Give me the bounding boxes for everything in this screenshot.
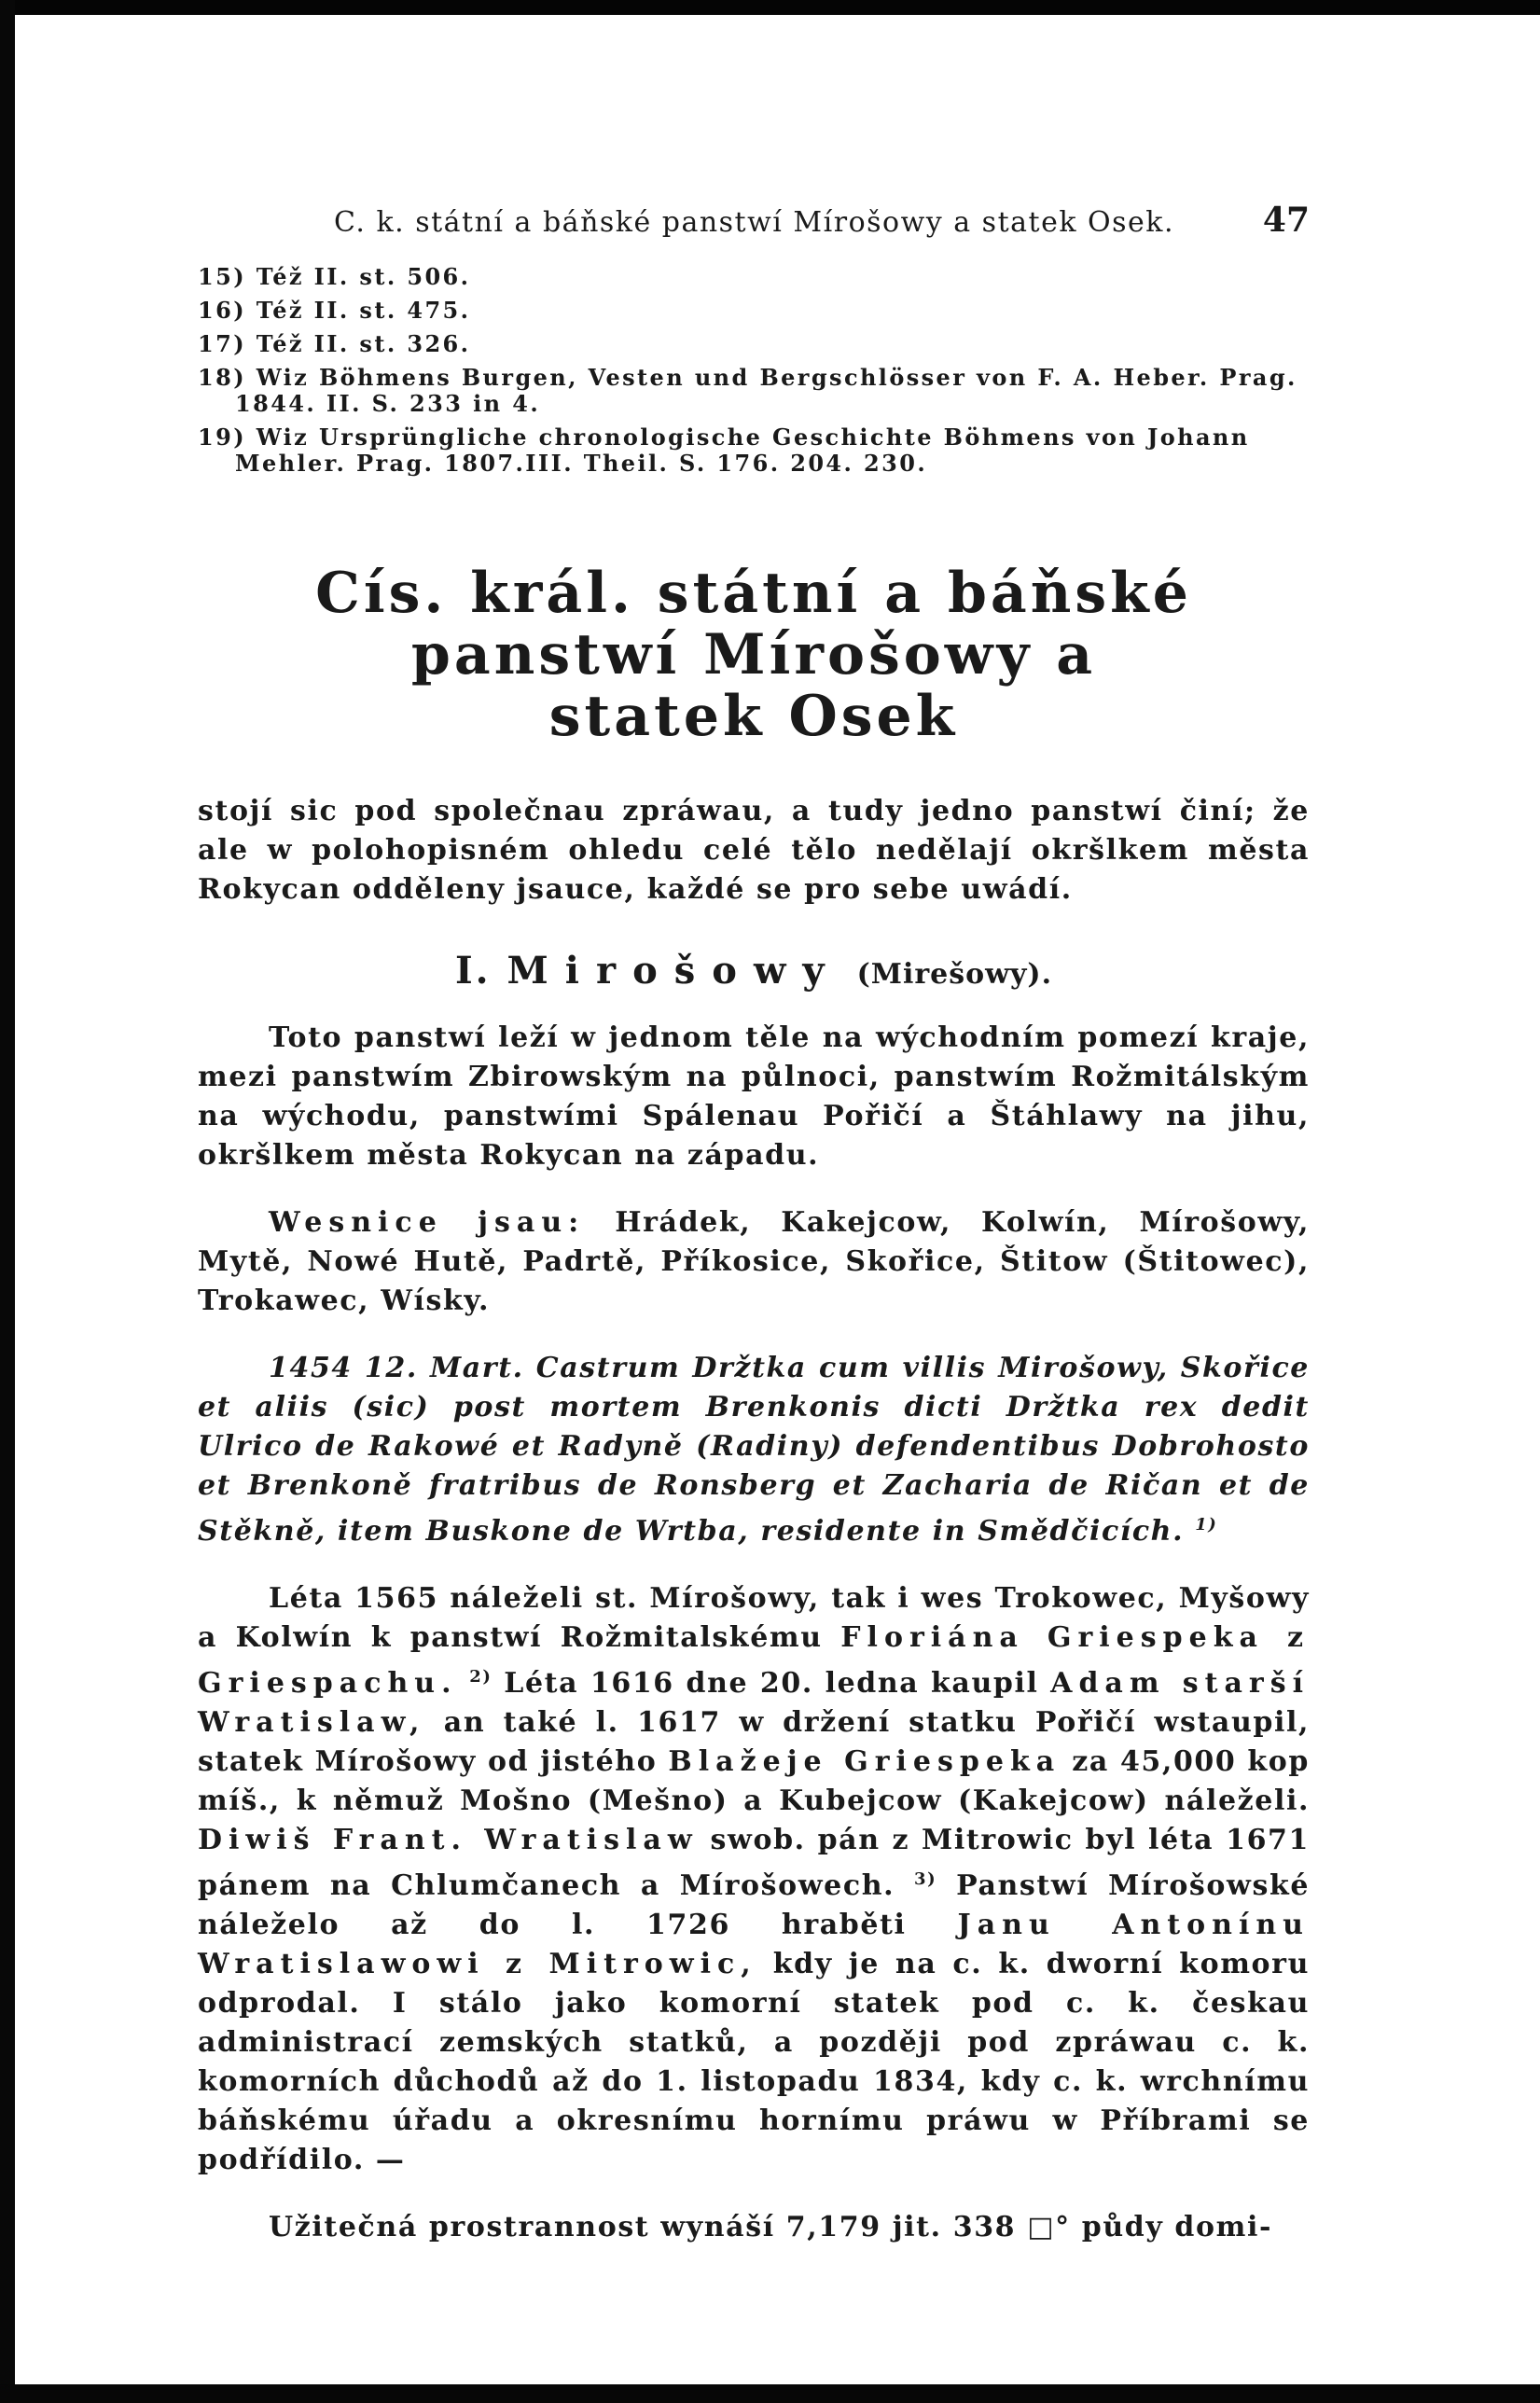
- running-header: [198, 201, 1310, 240]
- person-name: Blažeje Griespeka: [668, 1745, 1061, 1778]
- running-title: C. k. státní a báňské panstwí Mírošowy a statek Osek.: [334, 206, 1174, 239]
- footnotes: [198, 264, 1310, 477]
- subsection-name: Mirošowy: [506, 949, 841, 993]
- footnote: 18) Wiz Böhmens Burgen, Vesten und Bergschlösser von F. A. Heber. Prag. 1844. II. S. 233 in 4.: [198, 364, 1297, 417]
- charter-text: Castrum Držtka cum villis Mirošowy, Skořice et aliis (sic) post mortem Brenkonis dicti Držtka rex dedit Ulrico de Rakowé et Radyně (Radiny) defendentibus Dobrohosto et Brenkoně fratribus de Ronsberg et Zacharia de Ričan et de Stěkně, item Buskone de Wrtba, residente in Smědčicích.: [198, 1352, 1310, 1548]
- villages-lead: Wesnice jsau:: [269, 1206, 586, 1239]
- history-text: swob. pán z Mitrowic byl léta 1671 pánem na Chlumčanech a Mírošowech.: [198, 1824, 1310, 1902]
- history-text: Léta 1565 náleželi st. Mírošowy, tak i wes Trokowec, Myšowy a Kolwín k panstwí Rožmitalskému: [198, 1582, 1310, 1654]
- footnote: 16) Též II. st. 475.: [198, 297, 471, 324]
- history-text: an také l. 1617 w držení statku Pořičí wstaupil, statek Mírošowy od jistého: [198, 1706, 1310, 1778]
- page-number: 47: [1262, 201, 1310, 240]
- history-text: Léta 1616 dne 20. ledna kaupil: [492, 1667, 1051, 1700]
- subsection-alt-name: (Mirešowy).: [856, 958, 1053, 991]
- person-name: Adam starší Wratislaw,: [198, 1667, 1311, 1739]
- paragraph-history: [198, 1579, 1310, 2180]
- paragraph-area: Užitečná prostrannost wynáší 7,179 jit. 338 □° půdy domi-: [269, 2211, 1272, 2243]
- person-name: Floriána Griespeka z Griespachu.: [198, 1621, 1310, 1700]
- subsection-heading: [198, 949, 1310, 993]
- charter-date: 1454 12. Mart.: [269, 1352, 524, 1384]
- person-name: Janu Antonínu Wratislawowi z Mitrowic,: [198, 1909, 1310, 1980]
- paragraph-latin-charter: [198, 1349, 1310, 1551]
- footnote: 15) Též II. st. 506.: [198, 263, 471, 290]
- page: [198, 201, 1310, 2275]
- paragraph-location: Toto panstwí leží w jednom těle na wýchodním pomezí kraje, mezi panstwím Zbirowským na půlnoci, panstwím Rožmitálským na wýchodu, panstwími Spálenau Pořičí a Štáhlawy na jihu, okršlkem města Rokycan na západu.: [198, 1021, 1310, 1172]
- footnote: 17) Též II. st. 326.: [198, 330, 471, 357]
- person-name: Diwiš Frant. Wratislaw: [198, 1824, 699, 1856]
- history-text: Panstwí Mírošowské náleželo až do l. 1726 hraběti: [198, 1869, 1311, 1941]
- villages-list: Hrádek, Kakejcow, Kolwín, Mírošowy, Mytě, Nowé Hutě, Padrtě, Příkosice, Skořice, Štitow (Štitowec), Trokawec, Wísky.: [198, 1206, 1310, 1317]
- scan-edge-top: [0, 0, 1540, 15]
- paragraph-villages: [198, 1203, 1310, 1321]
- scan-edge-bottom: [0, 2384, 1540, 2403]
- footnote: 19) Wiz Ursprüngliche chronologische Geschichte Böhmens von Johann Mehler. Prag. 1807.III. Theil. S. 176. 204. 230.: [198, 424, 1250, 477]
- section-intro: stojí sic pod společnau zpráwau, a tudy jedno panstwí činí; že ale w polohopisném ohledu celé tělo nedělají okršlkem města Rokycan odděleny jsauce, každé se pro sebe uwádí.: [198, 795, 1310, 906]
- section-title-line2: statek Osek: [548, 684, 959, 749]
- footnote-ref: 1): [1195, 1515, 1218, 1535]
- section-title: [198, 563, 1310, 747]
- footnote-ref: 2): [469, 1667, 493, 1687]
- scan-edge-left: [0, 0, 15, 2403]
- history-text: kdy je na c. k. dworní komoru odprodal. I stálo jako komorní statek pod c. k. českau administrací zemských statků, a později pod zpráwau c. k. komorních důchodů až do 1. listopadu 1834, kdy c. k. wrchnímu báňskému úřadu a okresnímu hornímu práwu w Příbrami se podřídilo. —: [198, 1948, 1310, 2176]
- history-text: za 45,000 kop míš., k němuž Mošno (Mešno) a Kubejcow (Kakejcow) náleželi.: [198, 1745, 1310, 1817]
- footnote-ref: 3): [914, 1869, 937, 1889]
- section-title-line1: Cís. král. státní a báňské panstwí Mírošowy a: [315, 561, 1192, 688]
- subsection-number: I.: [454, 949, 492, 993]
